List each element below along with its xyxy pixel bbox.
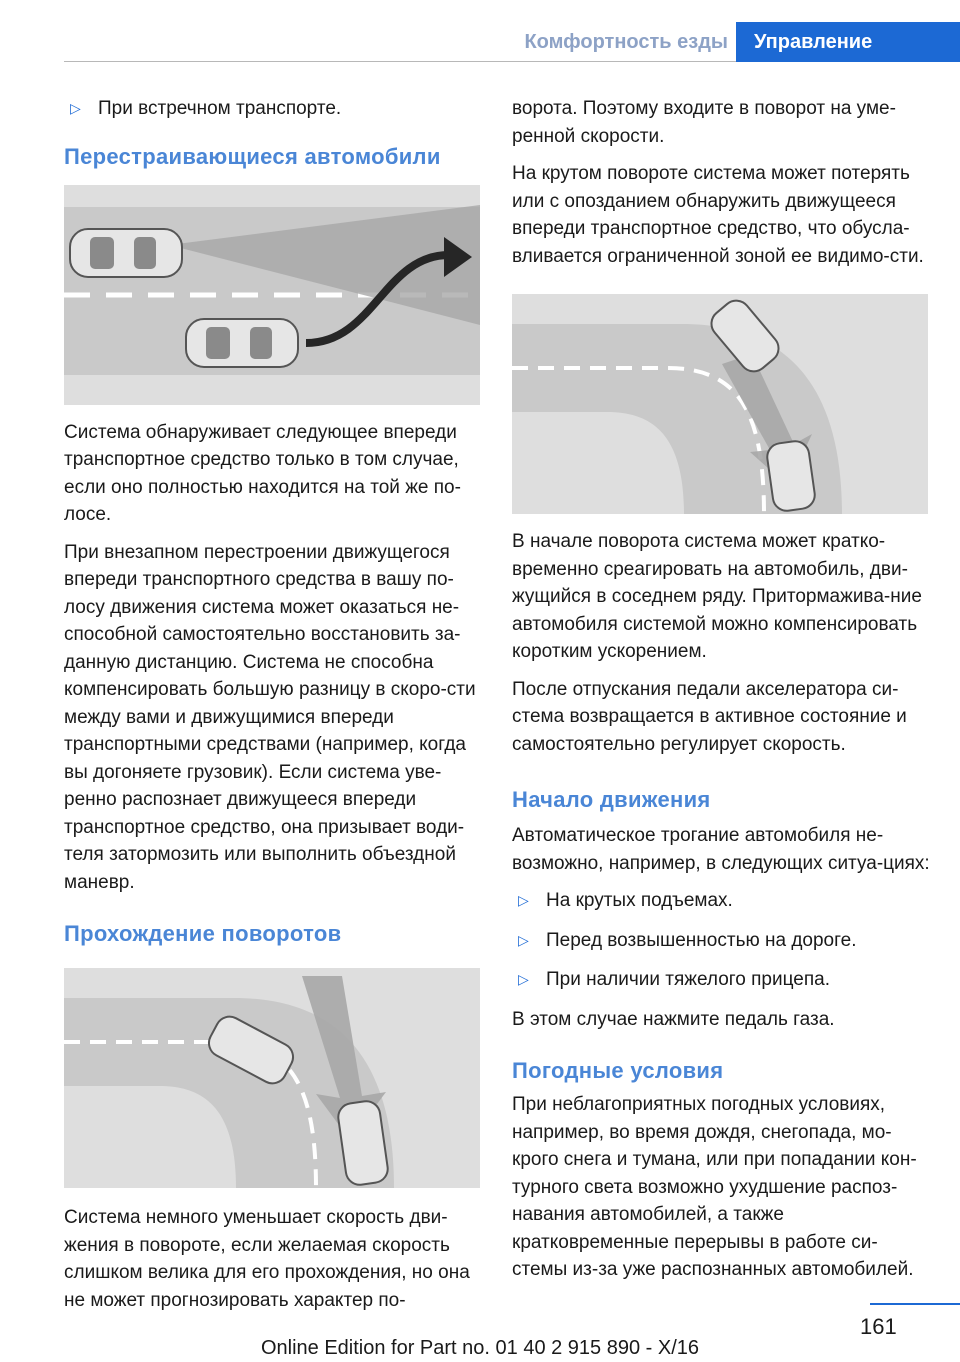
triangle-right-outline-icon: ▷ — [518, 931, 529, 948]
car-icon-front — [70, 229, 182, 277]
running-header-chapter: Управление — [736, 22, 960, 62]
edition-line: Online Edition for Part no. 01 40 2 915 890 - X/16 — [260, 1337, 700, 1359]
triangle-right-outline-icon: ▷ — [518, 971, 529, 987]
paragraph: При внезапном перестроении движущегося впереди транспортного средства в вашу по-лосу движения система может оказаться не-способной самостоятельно восстановить за-данную дистанцию. Система не способна компенсировать большую разницу в скоро-сти между вами и движущимися впереди транспортными средствами (например, когда вы догоняете грузовик). Если система уве-ренно распознает движущееся впереди транспортное средство, она призывает води-теля затормозить или выполнить объездной маневр. — [64, 541, 476, 893]
paragraph: После отпускания педали акселератора си-стема возвращается в активное состояние и самостоятельно регулирует скорость. — [512, 678, 907, 755]
running-header-section: Комфортность езды — [524, 30, 728, 53]
figure-lane-change — [64, 185, 480, 405]
paragraph: В начале поворота система может кратко-временно среагировать на автомобиль, дви-жущийся в соседнем ряду. Притормажива-ние автомобиля системой можно компенсировать коротким ускорением. — [512, 531, 922, 662]
car-icon-ego — [186, 319, 298, 367]
heading-start: Начало движения — [512, 787, 711, 812]
figure-curve-adjacent-lane — [512, 294, 928, 514]
paragraph: При неблагоприятных погодных условиях, например, во время дождя, снегопада, мо-крого снега и тумана, или при попадании кон-турного света возможно ухудшение распоз-навания автомобилей, а также кратковременные перерывы в работе си-стемы из-за уже распознанных автомобилей. — [512, 1094, 917, 1280]
heading-weather: Погодные условия — [512, 1058, 724, 1083]
bullet-text: При наличии тяжелого прицепа. — [546, 969, 830, 990]
bullet-text: При встречном транспорте. — [98, 98, 342, 119]
header-rule — [64, 61, 736, 62]
bullet-item — [512, 887, 932, 915]
bullet-text: На крутых подъемах. — [546, 890, 733, 911]
heading-lane-change: Перестраивающиеся автомобили — [64, 143, 441, 169]
bullet-text: Перед возвышенностью на дороге. — [546, 929, 857, 951]
left-column — [64, 95, 484, 1324]
paragraph: Система обнаруживает следующее впереди транспортное средство только в том случае, если оно полностью находится на той же по-лосе. — [64, 421, 461, 525]
paragraph: Система немного уменьшает скорость дви-жения в повороте, если желаемая скорость слишком велика для его прохождения, но она не может прогнозировать характер по- — [64, 1207, 470, 1311]
footer-rule — [870, 1303, 960, 1305]
page-number: 161 — [860, 1314, 897, 1339]
bullet-item — [512, 927, 932, 955]
paragraph: Автоматическое трогание автомобиля не-возможно, например, в следующих ситуа-циях: — [512, 825, 930, 874]
paragraph: В этом случае нажмите педаль газа. — [512, 1008, 835, 1030]
car-icon-ego — [765, 439, 816, 512]
bullet-item — [512, 966, 932, 994]
paragraph: На крутом повороте система может потерять или с опозданием обнаружить движущееся впереди транспортное средство, что обусла-вливается ограниченной зоной ее видимо-сти. — [512, 163, 924, 267]
bullet-item — [64, 95, 484, 123]
right-column — [512, 95, 932, 1294]
paragraph: ворота. Поэтому входите в поворот на уме-ренной скорости. — [512, 98, 896, 147]
triangle-right-outline-icon: ▷ — [518, 892, 529, 908]
heading-curves: Прохождение поворотов — [64, 921, 342, 946]
figure-curve — [64, 968, 480, 1188]
triangle-right-outline-icon: ▷ — [70, 100, 81, 116]
